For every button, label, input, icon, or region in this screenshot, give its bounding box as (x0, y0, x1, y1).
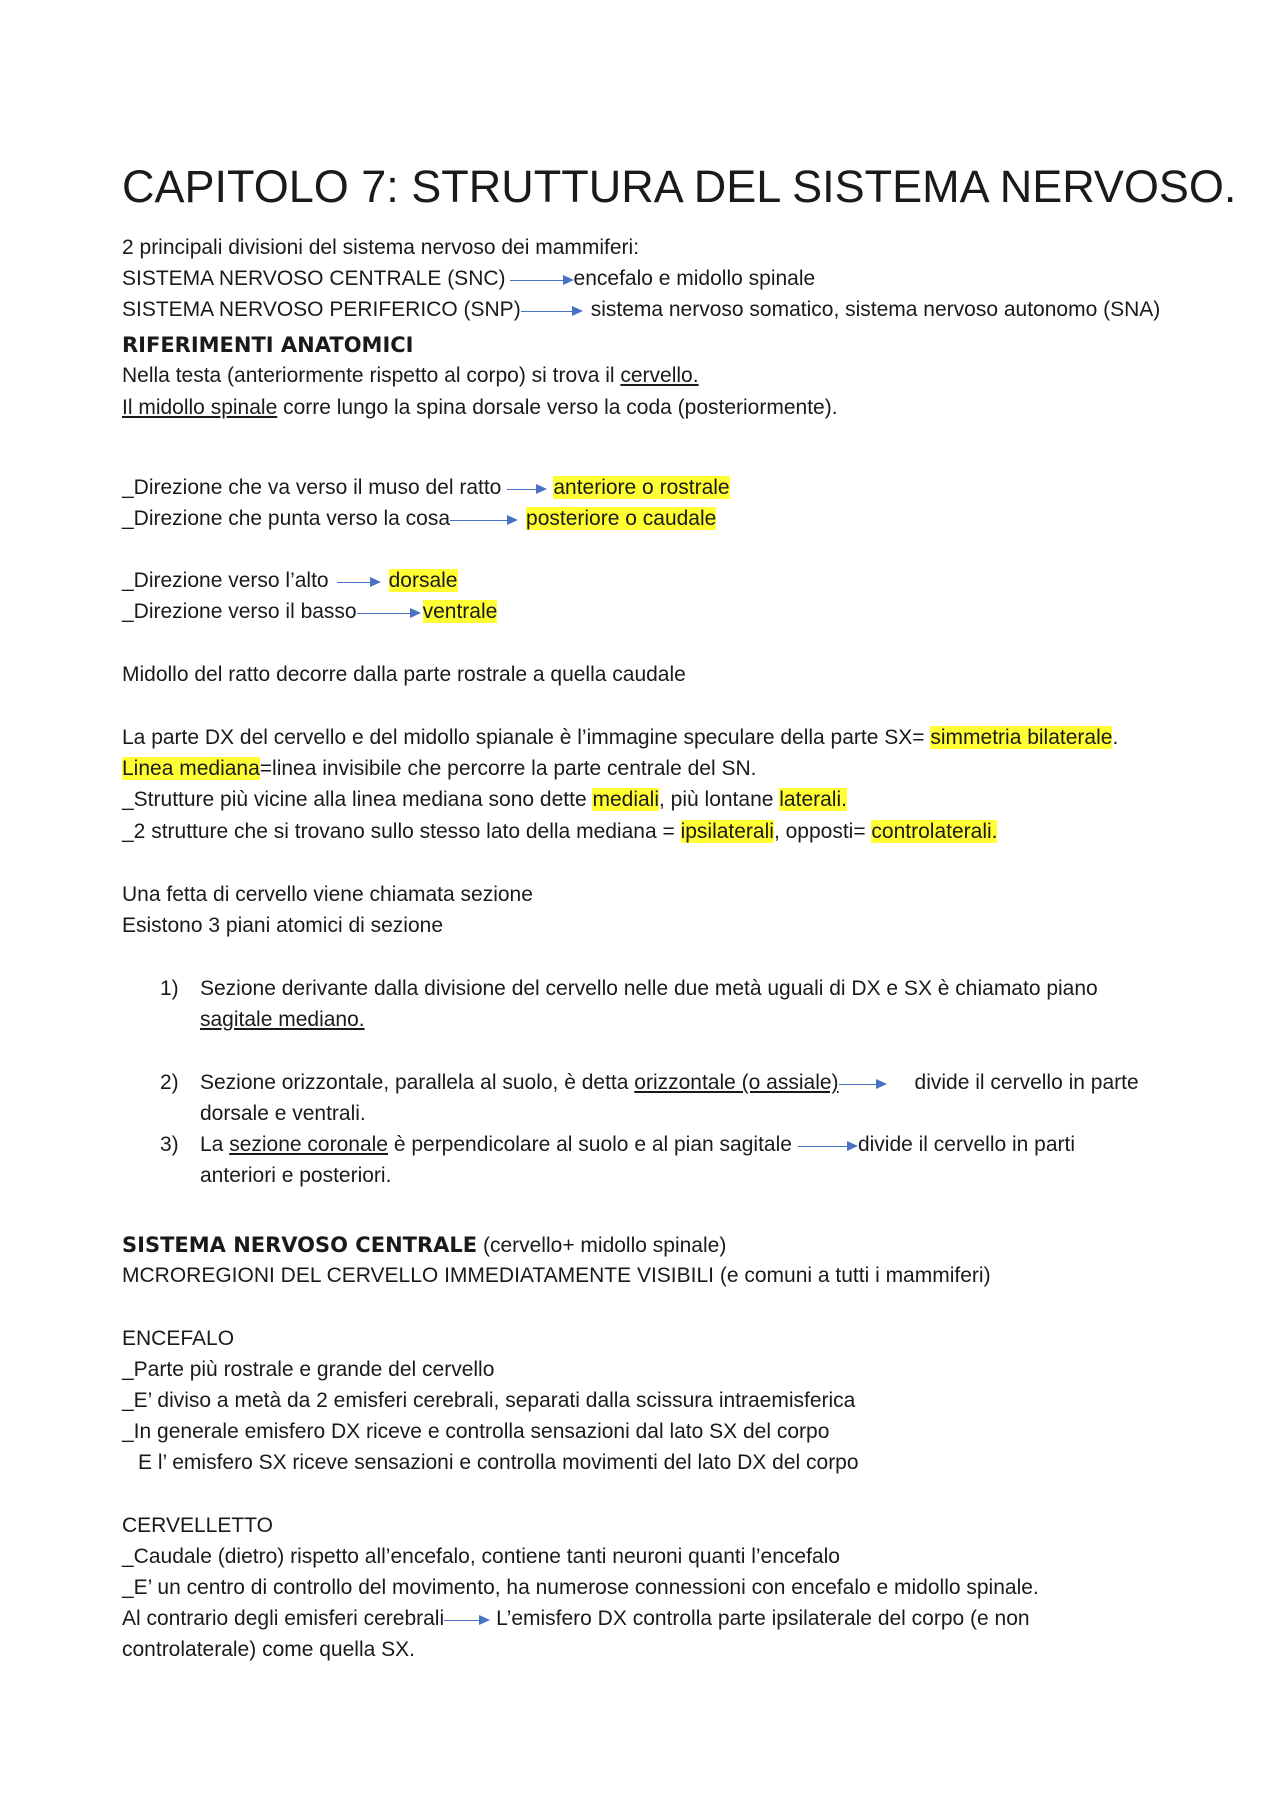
list-number: 3) (160, 1133, 179, 1156)
paragraph-line: Linea mediana=linea invisibile che percorre la parte centrale del SN. (122, 757, 757, 780)
paragraph-line: _E’ un centro di controllo del movimento, ha numerose connessioni con encefalo e midollo spinale. (122, 1576, 1039, 1599)
paragraph-line: _In generale emisfero DX riceve e controlla sensazioni dal lato SX del corpo (122, 1420, 830, 1443)
list-number: 1) (160, 977, 179, 1000)
subheading-encefalo: ENCEFALO (122, 1327, 235, 1350)
arrow-icon (521, 298, 583, 322)
direction-line: _Direzione verso il basso ventrale (122, 600, 498, 623)
arrow-icon (444, 1607, 490, 1631)
list-item-text: dorsale e ventrali. (200, 1102, 366, 1125)
section-heading-riferimenti: RIFERIMENTI ANATOMICI (122, 333, 414, 357)
section-heading-snc: SISTEMA NERVOSO CENTRALE (cervello+ midollo spinale) (122, 1233, 727, 1257)
paragraph-line: La parte DX del cervello e del midollo spianale è l’immagine speculare della parte SX= simmetria bilaterale. (122, 726, 1119, 749)
paragraph-line: E l’ emisfero SX riceve sensazioni e controlla movimenti del lato DX del corpo (138, 1451, 859, 1474)
subheading-cervelletto: CERVELLETTO (122, 1514, 273, 1537)
paragraph-line: Nella testa (anteriormente rispetto al corpo) si trova il cervello. (122, 364, 699, 387)
paragraph-line: Al contrario degli emisferi cerebrali L’emisfero DX controlla parte ipsilaterale del corpo (e non (122, 1607, 1030, 1630)
snc-label: SISTEMA NERVOSO CENTRALE (SNC) (122, 267, 506, 290)
arrow-icon (357, 600, 421, 624)
paragraph-line: _2 strutture che si trovano sullo stesso lato della mediana = ipsilaterali, opposti= controlaterali. (122, 820, 998, 843)
arrow-icon (839, 1071, 887, 1095)
page-title: CAPITOLO 7: STRUTTURA DEL SISTEMA NERVOSO. (122, 161, 1237, 212)
snc-value: encefalo e midollo spinale (573, 267, 816, 290)
snp-line (122, 298, 1160, 322)
arrow-icon (337, 569, 381, 593)
list-item-text: anteriori e posteriori. (200, 1164, 392, 1187)
direction-line: _Direzione verso l’alto dorsale (122, 569, 458, 592)
arrow-icon (798, 1133, 858, 1157)
paragraph-line: Una fetta di cervello viene chiamata sezione (122, 883, 533, 906)
paragraph-line: Esistono 3 piani atomici di sezione (122, 914, 444, 937)
list-item-text: Sezione orizzontale, parallela al suolo, è detta orizzontale (o assiale) divide il cervello in parte (200, 1071, 1139, 1094)
intro-line: 2 principali divisioni del sistema nervoso dei mammiferi: (122, 236, 640, 259)
paragraph-line: _Parte più rostrale e grande del cervello (122, 1358, 495, 1381)
paragraph-line: Il midollo spinale corre lungo la spina dorsale verso la coda (posteriormente). (122, 396, 838, 419)
paragraph-line: _E’ diviso a metà da 2 emisferi cerebrali, separati dalla scissura intraemisferica (122, 1389, 856, 1412)
arrow-icon (450, 507, 518, 531)
list-number: 2) (160, 1071, 179, 1094)
snp-value: sistema nervoso somatico, sistema nervoso autonomo (SNA) (590, 298, 1161, 321)
paragraph-line: MCROREGIONI DEL CERVELLO IMMEDIATAMENTE VISIBILI (e comuni a tutti i mammiferi) (122, 1264, 991, 1287)
paragraph-line: Midollo del ratto decorre dalla parte rostrale a quella caudale (122, 663, 686, 686)
list-item-text: Sezione derivante dalla divisione del cervello nelle due metà uguali di DX e SX è chiamato piano (200, 977, 1098, 1000)
paragraph-line: controlaterale) come quella SX. (122, 1638, 415, 1661)
arrow-icon (510, 267, 574, 291)
paragraph-line: _Strutture più vicine alla linea mediana sono dette mediali, più lontane laterali. (122, 788, 847, 811)
snp-label: SISTEMA NERVOSO PERIFERICO (SNP) (122, 298, 521, 321)
snc-line (122, 267, 815, 291)
direction-line: _Direzione che va verso il muso del ratto anteriore o rostrale (122, 476, 730, 499)
direction-line: _Direzione che punta verso la cosa posteriore o caudale (122, 507, 717, 530)
paragraph-line: _Caudale (dietro) rispetto all’encefalo, contiene tanti neuroni quanti l’encefalo (122, 1545, 840, 1568)
arrow-icon (507, 476, 547, 500)
list-item-text: sagitale mediano. (200, 1008, 365, 1031)
list-item-text: La sezione coronale è perpendicolare al suolo e al pian sagitale divide il cervello in parti (200, 1133, 1076, 1156)
